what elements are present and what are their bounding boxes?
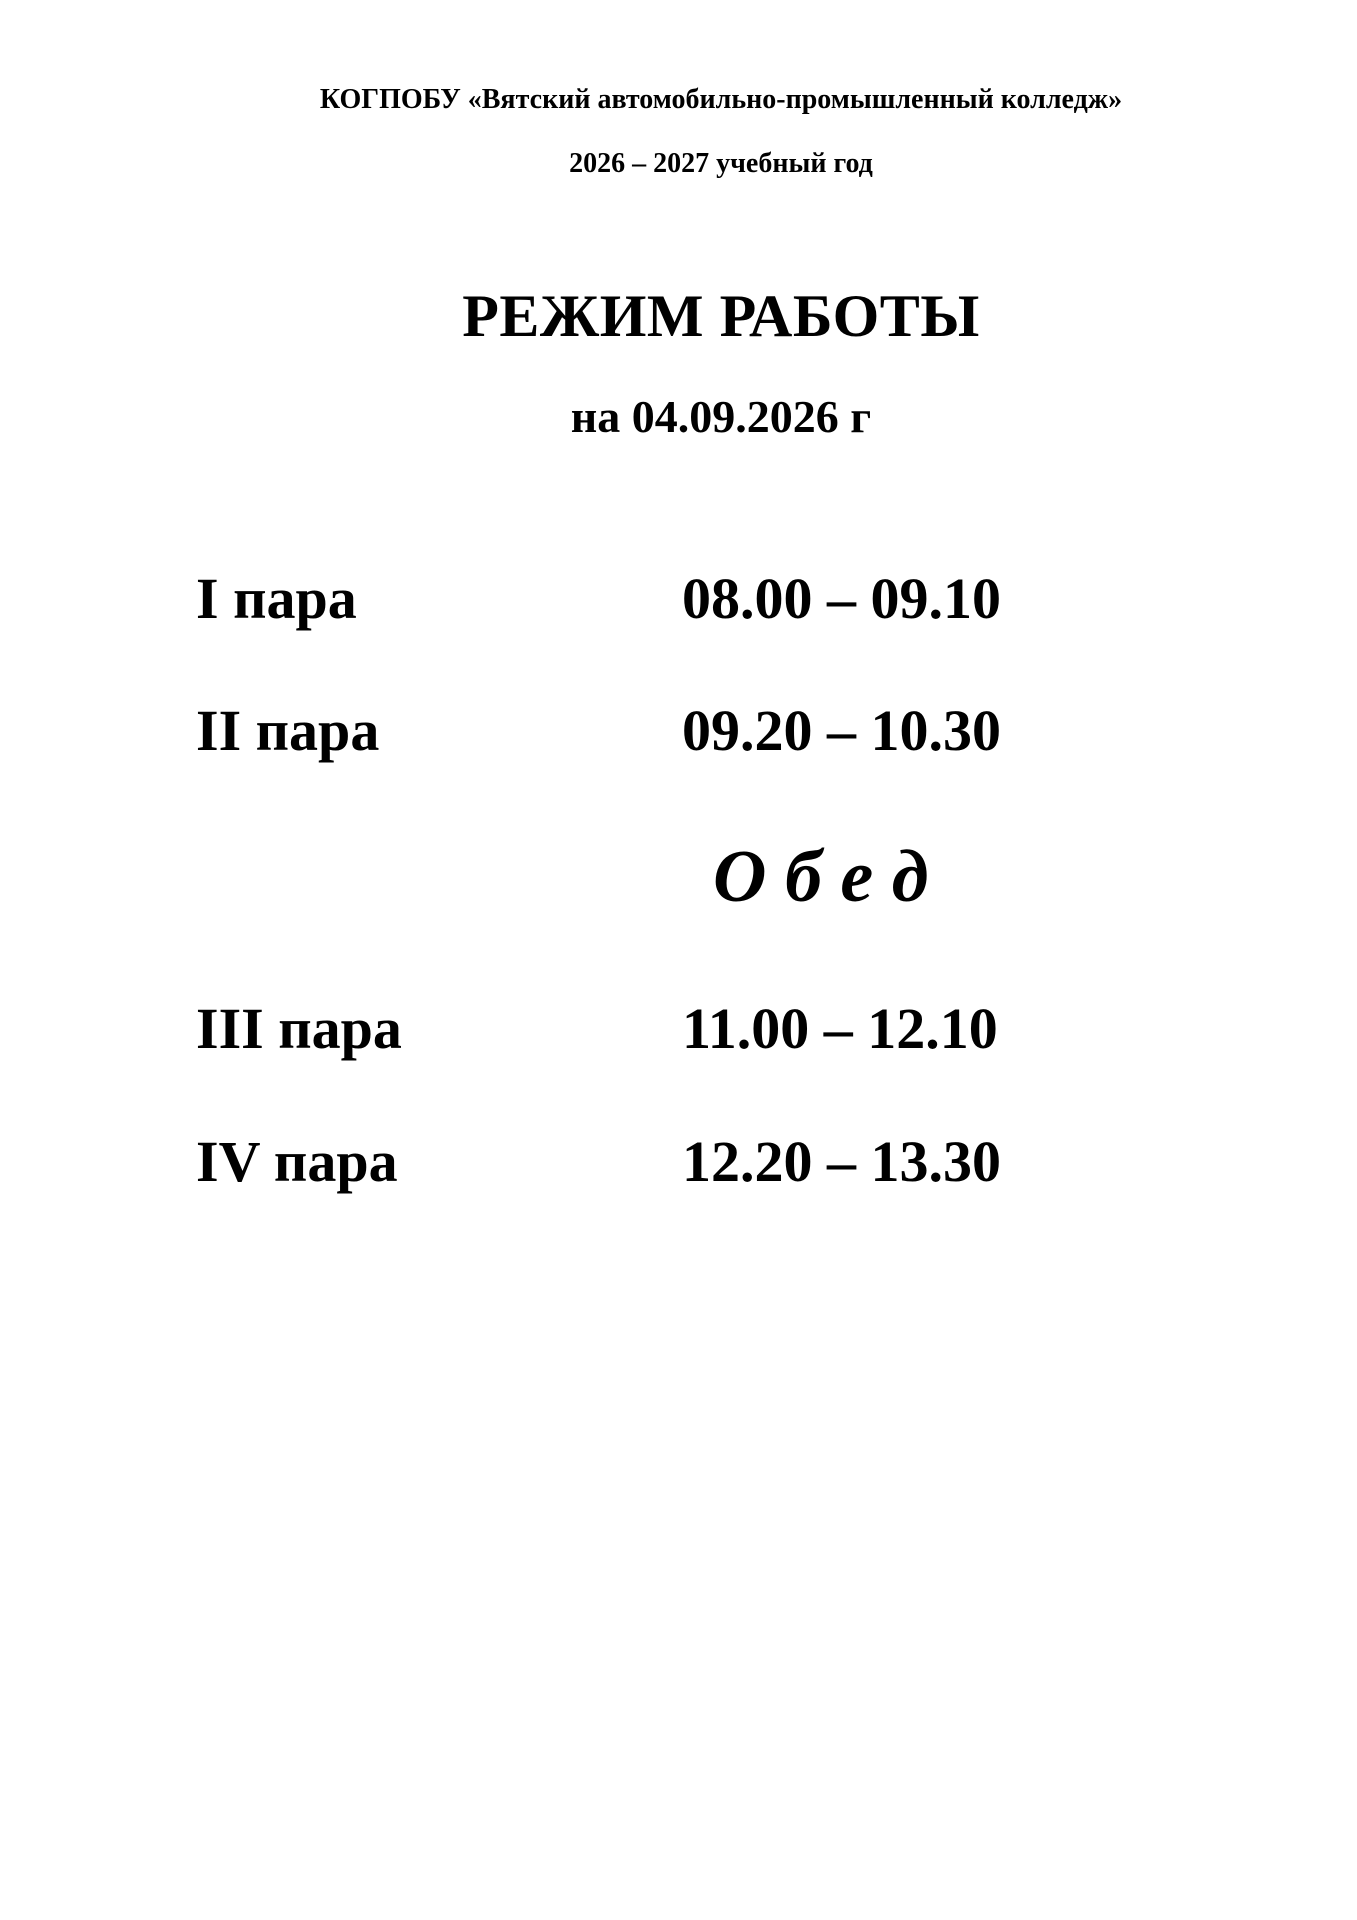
lesson-time: 11.00 – 12.10 — [682, 996, 998, 1061]
schedule-date: на 04.09.2026 г — [570, 391, 872, 442]
lesson-label: I пара — [196, 566, 357, 631]
lunch-break-label: О б е д — [713, 836, 929, 918]
lesson-label: II пара — [196, 698, 380, 763]
lesson-time: 09.20 – 10.30 — [682, 698, 1001, 763]
lesson-time: 08.00 – 09.10 — [682, 566, 1001, 631]
academic-year: 2026 – 2027 учебный год — [569, 148, 873, 179]
organization-name: КОГПОБУ «Вятский автомобильно-промышленный колледж» — [319, 84, 1123, 115]
lesson-label: III пара — [196, 996, 402, 1061]
page-title: РЕЖИМ РАБОТЫ — [462, 283, 980, 349]
lesson-label: IV пара — [196, 1129, 398, 1194]
lesson-time: 12.20 – 13.30 — [682, 1129, 1001, 1194]
